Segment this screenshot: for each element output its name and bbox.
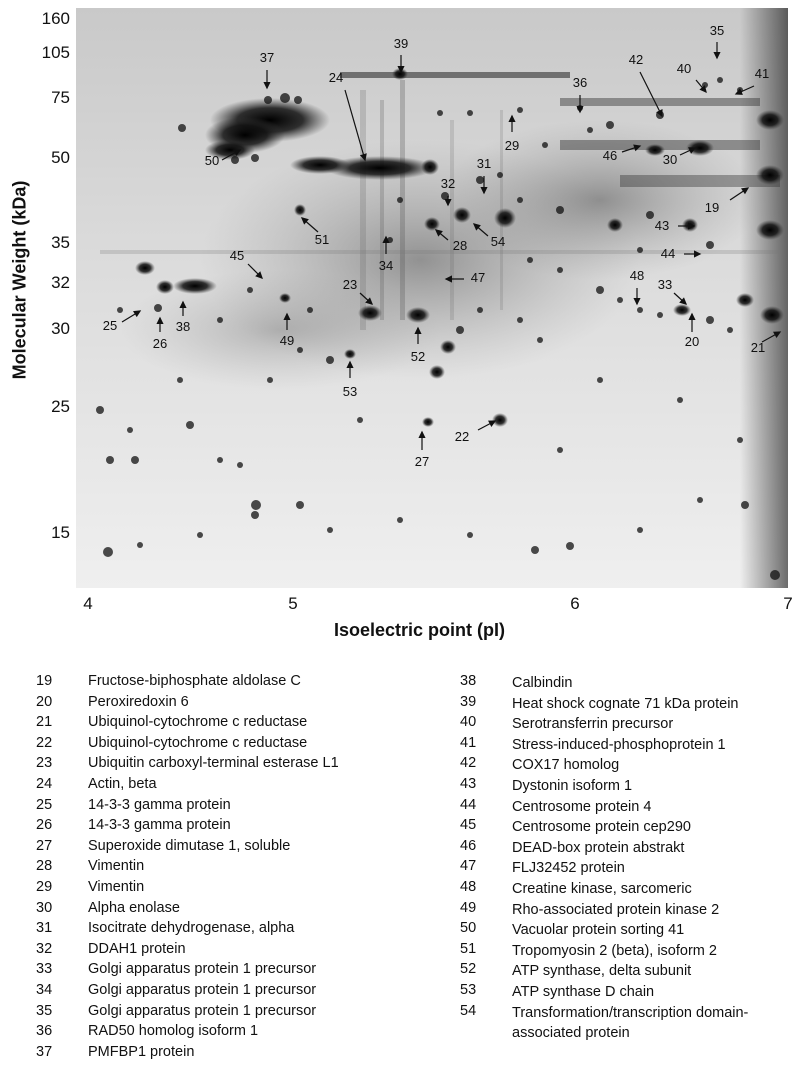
legend-protein-name: Superoxide dimutase 1, soluble <box>88 837 291 854</box>
legend-left-column <box>36 673 339 1064</box>
spot-label: 48 <box>629 268 645 283</box>
legend-number: 29 <box>36 878 53 895</box>
spot-label: 37 <box>259 50 275 65</box>
legend-row <box>36 838 339 859</box>
legend-row <box>36 900 339 921</box>
legend-row <box>36 961 339 982</box>
spot-label: 30 <box>662 152 678 167</box>
spot-label: 46 <box>602 148 618 163</box>
legend-row <box>36 1003 339 1024</box>
legend-number: 23 <box>36 755 53 772</box>
legend-protein-name: Serotransferrin precursor <box>512 716 674 733</box>
legend-protein-name: Peroxiredoxin 6 <box>88 693 189 710</box>
y-tick: 25 <box>51 397 70 416</box>
spot-label: 51 <box>314 232 330 247</box>
spot-label: 39 <box>393 36 409 51</box>
spot-label: 34 <box>378 258 394 273</box>
legend-protein-name: Transformation/transcription domain-associated protein <box>512 1004 749 1042</box>
legend-protein-name: Vacuolar protein sorting 41 <box>512 922 685 939</box>
legend-number: 41 <box>460 734 477 751</box>
legend-protein-name: Centrosome protein cep290 <box>512 819 691 836</box>
spot-label: 33 <box>657 277 673 292</box>
legend-protein-name: ATP synthase, delta subunit <box>512 963 692 980</box>
legend-number: 28 <box>36 858 53 875</box>
x-tick: 6 <box>570 594 580 613</box>
legend-number: 31 <box>36 920 53 937</box>
legend-protein-name: Actin, beta <box>88 775 157 792</box>
legend-row <box>36 776 339 797</box>
legend-number: 46 <box>460 837 477 854</box>
legend-row <box>36 673 339 694</box>
legend-protein-name: Dystonin isoform 1 <box>512 777 633 794</box>
legend-number: 19 <box>36 673 53 689</box>
legend-row <box>36 817 339 838</box>
legend-number: 48 <box>460 878 477 895</box>
spot-label: 22 <box>454 429 470 444</box>
y-tick: 105 <box>41 43 70 62</box>
y-tick: 35 <box>51 233 70 252</box>
legend-protein-name: Centrosome protein 4 <box>512 798 652 815</box>
legend-number: 51 <box>460 940 477 957</box>
legend-row <box>36 735 339 756</box>
legend-protein-name: Ubiquinol-cytochrome c reductase <box>88 714 308 731</box>
x-tick: 5 <box>288 594 298 613</box>
legend-protein-name: Vimentin <box>88 878 145 895</box>
legend-row <box>36 982 339 1003</box>
legend-number: 45 <box>460 817 477 834</box>
legend-row <box>36 920 339 941</box>
x-axis-label: Isoelectric point (pI) <box>334 620 506 640</box>
legend-protein-name: Ubiquitin carboxyl-terminal esterase L1 <box>88 755 339 772</box>
legend-row <box>36 858 339 879</box>
legend-protein-name: Golgi apparatus protein 1 precursor <box>88 981 317 998</box>
legend-protein-name: DDAH1 protein <box>88 940 186 957</box>
spot-label: 31 <box>476 156 492 171</box>
legend-number: 30 <box>36 899 53 916</box>
legend-number: 47 <box>460 858 477 875</box>
legend-number: 36 <box>36 1023 53 1040</box>
legend-row <box>460 858 800 879</box>
spot-label: 44 <box>660 246 676 261</box>
legend-protein-name: PMFBP1 protein <box>88 1043 195 1060</box>
legend-protein-name: ATP synthase D chain <box>512 983 655 1000</box>
legend-protein-name: COX17 homolog <box>512 757 620 774</box>
legend-row <box>460 920 800 941</box>
legend-number: 25 <box>36 796 53 813</box>
legend-row <box>460 817 800 838</box>
legend-row <box>36 941 339 962</box>
spot-label: 45 <box>229 248 245 263</box>
legend-row <box>36 694 339 715</box>
legend-row <box>36 714 339 735</box>
y-tick: 15 <box>51 523 70 542</box>
legend-row <box>36 755 339 776</box>
legend-number: 21 <box>36 714 53 731</box>
spot-label: 53 <box>342 384 358 399</box>
legend-row <box>460 755 800 776</box>
legend-right-column <box>460 673 800 1044</box>
spot-label: 28 <box>452 238 468 253</box>
legend-number: 39 <box>460 693 477 710</box>
legend-number: 49 <box>460 899 477 916</box>
spot-label: 23 <box>342 277 358 292</box>
spot-label: 50 <box>204 153 220 168</box>
spot-label: 20 <box>684 334 700 349</box>
legend-protein-name: Isocitrate dehydrogenase, alpha <box>88 920 295 937</box>
legend-number: 54 <box>460 1002 477 1019</box>
spot-label: 40 <box>676 61 692 76</box>
legend-row <box>460 694 800 715</box>
legend-row <box>460 838 800 859</box>
spot-label: 49 <box>279 333 295 348</box>
legend-protein-name: Calbindin <box>512 675 573 691</box>
x-tick: 4 <box>83 594 93 613</box>
legend-protein-name: RAD50 homolog isoform 1 <box>88 1023 259 1040</box>
legend-number: 26 <box>36 817 53 834</box>
spot-label: 26 <box>152 336 168 351</box>
legend-number: 52 <box>460 961 477 978</box>
spot-label: 27 <box>414 454 430 469</box>
legend-protein-name: DEAD-box protein abstrakt <box>512 839 685 856</box>
legend-number: 22 <box>36 734 53 751</box>
legend-number: 38 <box>460 673 477 689</box>
legend-protein-name: Tropomyosin 2 (beta), isoform 2 <box>512 942 717 959</box>
y-axis-label: Molecular Weight (kDa) <box>9 180 30 380</box>
legend-protein-name: Rho-associated protein kinase 2 <box>512 901 720 918</box>
legend-protein-name: Ubiquinol-cytochrome c reductase <box>88 734 308 751</box>
legend-protein-name: Alpha enolase <box>88 899 180 916</box>
legend-number: 42 <box>460 755 477 772</box>
spot-label: 25 <box>102 318 118 333</box>
y-tick: 30 <box>51 319 70 338</box>
y-tick: 160 <box>41 9 70 28</box>
y-tick: 32 <box>51 273 70 292</box>
legend-row <box>36 1044 339 1065</box>
legend-row <box>460 900 800 921</box>
legend-row <box>460 941 800 962</box>
legend-row <box>460 673 800 694</box>
spot-label: 52 <box>410 349 426 364</box>
legend-number: 40 <box>460 714 477 731</box>
legend-number: 20 <box>36 693 53 710</box>
legend-protein-name: Creatine kinase, sarcomeric <box>512 880 692 897</box>
spot-label: 36 <box>572 75 588 90</box>
legend-protein-name: Stress-induced-phosphoprotein 1 <box>512 736 726 753</box>
legend-row <box>460 982 800 1003</box>
legend-number: 37 <box>36 1043 53 1060</box>
spot-label: 29 <box>504 138 520 153</box>
legend-row <box>460 1003 800 1044</box>
legend-number: 53 <box>460 981 477 998</box>
legend-number: 27 <box>36 837 53 854</box>
legend-row <box>460 879 800 900</box>
spot-label: 47 <box>470 270 486 285</box>
legend-row <box>460 714 800 735</box>
legend-number: 35 <box>36 1002 53 1019</box>
legend-number: 43 <box>460 775 477 792</box>
legend-number: 50 <box>460 920 477 937</box>
spot-label: 21 <box>750 340 766 355</box>
spot-label: 32 <box>440 176 456 191</box>
legend-number: 33 <box>36 961 53 978</box>
legend-protein-name: 14-3-3 gamma protein <box>88 796 231 813</box>
spot-label: 41 <box>754 66 770 81</box>
legend-number: 34 <box>36 981 53 998</box>
legend-number: 32 <box>36 940 53 957</box>
spot-label: 42 <box>628 52 644 67</box>
legend-protein-name: 14-3-3 gamma protein <box>88 817 231 834</box>
x-tick: 7 <box>783 594 793 613</box>
spot-label: 24 <box>328 70 344 85</box>
y-tick: 50 <box>51 148 70 167</box>
legend-row <box>36 797 339 818</box>
legend-protein-name: Heat shock cognate 71 kDa protein <box>512 695 739 712</box>
spot-label: 35 <box>709 23 725 38</box>
legend-number: 44 <box>460 796 477 813</box>
legend-row <box>36 1023 339 1044</box>
legend-row <box>36 879 339 900</box>
legend-row <box>460 735 800 756</box>
legend-row <box>460 961 800 982</box>
spot-label: 38 <box>175 319 191 334</box>
y-tick: 75 <box>51 88 70 107</box>
legend-number: 24 <box>36 775 53 792</box>
legend-protein-name: Golgi apparatus protein 1 precursor <box>88 961 317 978</box>
legend-protein-name: Fructose-biphosphate aldolase C <box>88 673 301 689</box>
legend-protein-name: Vimentin <box>88 858 145 875</box>
legend-protein-name: FLJ32452 protein <box>512 860 625 877</box>
spot-label: 43 <box>654 218 670 233</box>
spot-label: 19 <box>704 200 720 215</box>
spot-label: 54 <box>490 234 506 249</box>
legend-row <box>460 797 800 818</box>
legend-row <box>460 776 800 797</box>
legend-protein-name: Golgi apparatus protein 1 precursor <box>88 1002 317 1019</box>
